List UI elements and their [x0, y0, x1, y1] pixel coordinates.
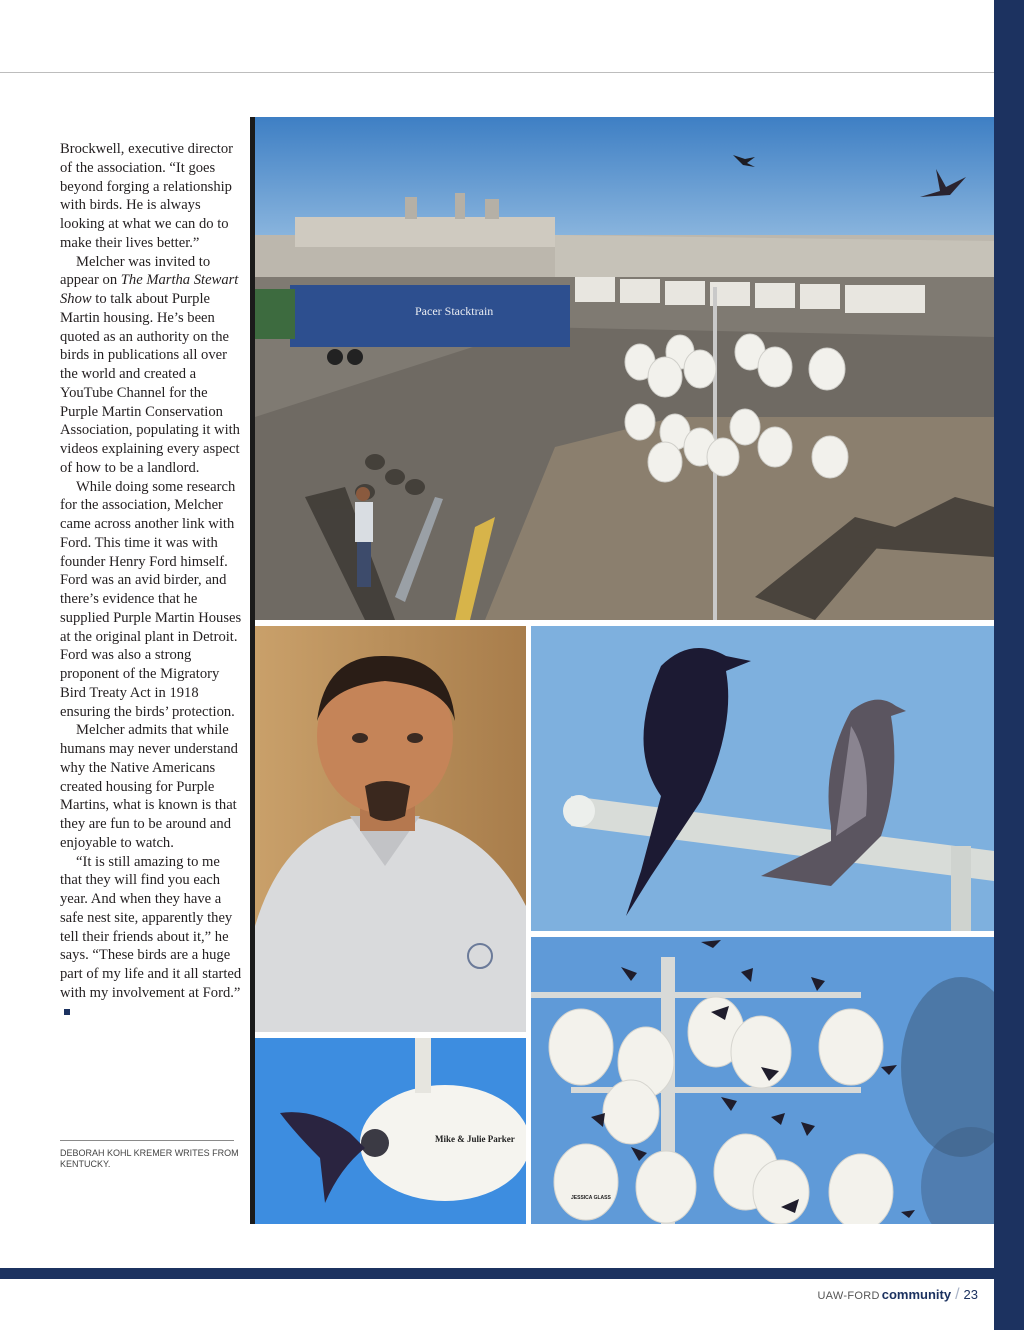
end-mark-icon — [64, 1009, 70, 1015]
article-text: to talk about Purple Martin housing. He’s been quoted as an authority on the birds in publications all over the world and created a YouTube Channel for the Purple Martin Conservation Association, populating it with videos explaining every aspect of how to be a landlord. — [60, 291, 240, 476]
page-footer — [817, 1286, 978, 1304]
footer-bar — [0, 1268, 994, 1279]
photo-gourd-colony — [531, 937, 994, 1224]
article-paragraph — [60, 478, 244, 722]
footer-magazine-prefix: UAW-FORD — [817, 1290, 880, 1302]
author-credit: DEBORAH KOHL KREMER WRITES FROM KENTUCKY. — [60, 1148, 239, 1169]
top-rule — [0, 72, 994, 73]
photo-gourd-with-bird — [255, 1038, 526, 1224]
gourd-label-2: JESSICA GLASS — [571, 1195, 611, 1201]
gourd-label: Mike & Julie Parker — [435, 1134, 515, 1144]
credit-rule — [60, 1140, 234, 1141]
article-paragraph — [60, 721, 244, 852]
article-text: Brockwell, executive director of the association. “It goes beyond forging a relationship with birds. He is always looking at what we can do to make their lives better.” — [60, 141, 234, 251]
photo-two-martins — [531, 626, 994, 931]
article-body — [60, 140, 244, 1021]
article-paragraph — [60, 253, 244, 478]
page-number: 23 — [963, 1287, 978, 1302]
article-paragraph — [60, 853, 244, 1022]
footer-magazine-brand: community — [881, 1287, 952, 1302]
photo-plant-martin-houses — [255, 117, 994, 620]
article-italic-text: The Martha Stewart Show — [60, 272, 239, 307]
article-paragraph — [60, 140, 244, 253]
container-label: Pacer Stacktrain — [415, 304, 494, 318]
article-text: While doing some research for the association, Melcher came across another link with Ford. This time it was with founder Henry Ford himself. Ford was an avid birder, and there’s evidence that he supplied Purple Martin Houses at the original plant in Detroit. Ford was also a strong proponent of the Migratory Bird Treaty Act in 1918 ensuring the birds’ protection. — [60, 478, 242, 720]
page-edge-bar — [994, 0, 1024, 1330]
photo-portrait-melcher — [255, 626, 526, 1032]
article-text: Melcher was invited to appear on — [60, 253, 211, 289]
article-text: “It is still amazing to me that they will find you each year. And when they have a safe nest site, apparently they tell their friends about it,” he says. “These birds are a huge part of my life and it all started with my involvement at Ford.” — [60, 853, 242, 1001]
article-text: Melcher admits that while humans may never understand why the Native Americans created housing for Purple Martins, what is known is that they are fun to be around and enjoyable to watch. — [60, 722, 238, 851]
footer-divider: / — [955, 1286, 960, 1303]
